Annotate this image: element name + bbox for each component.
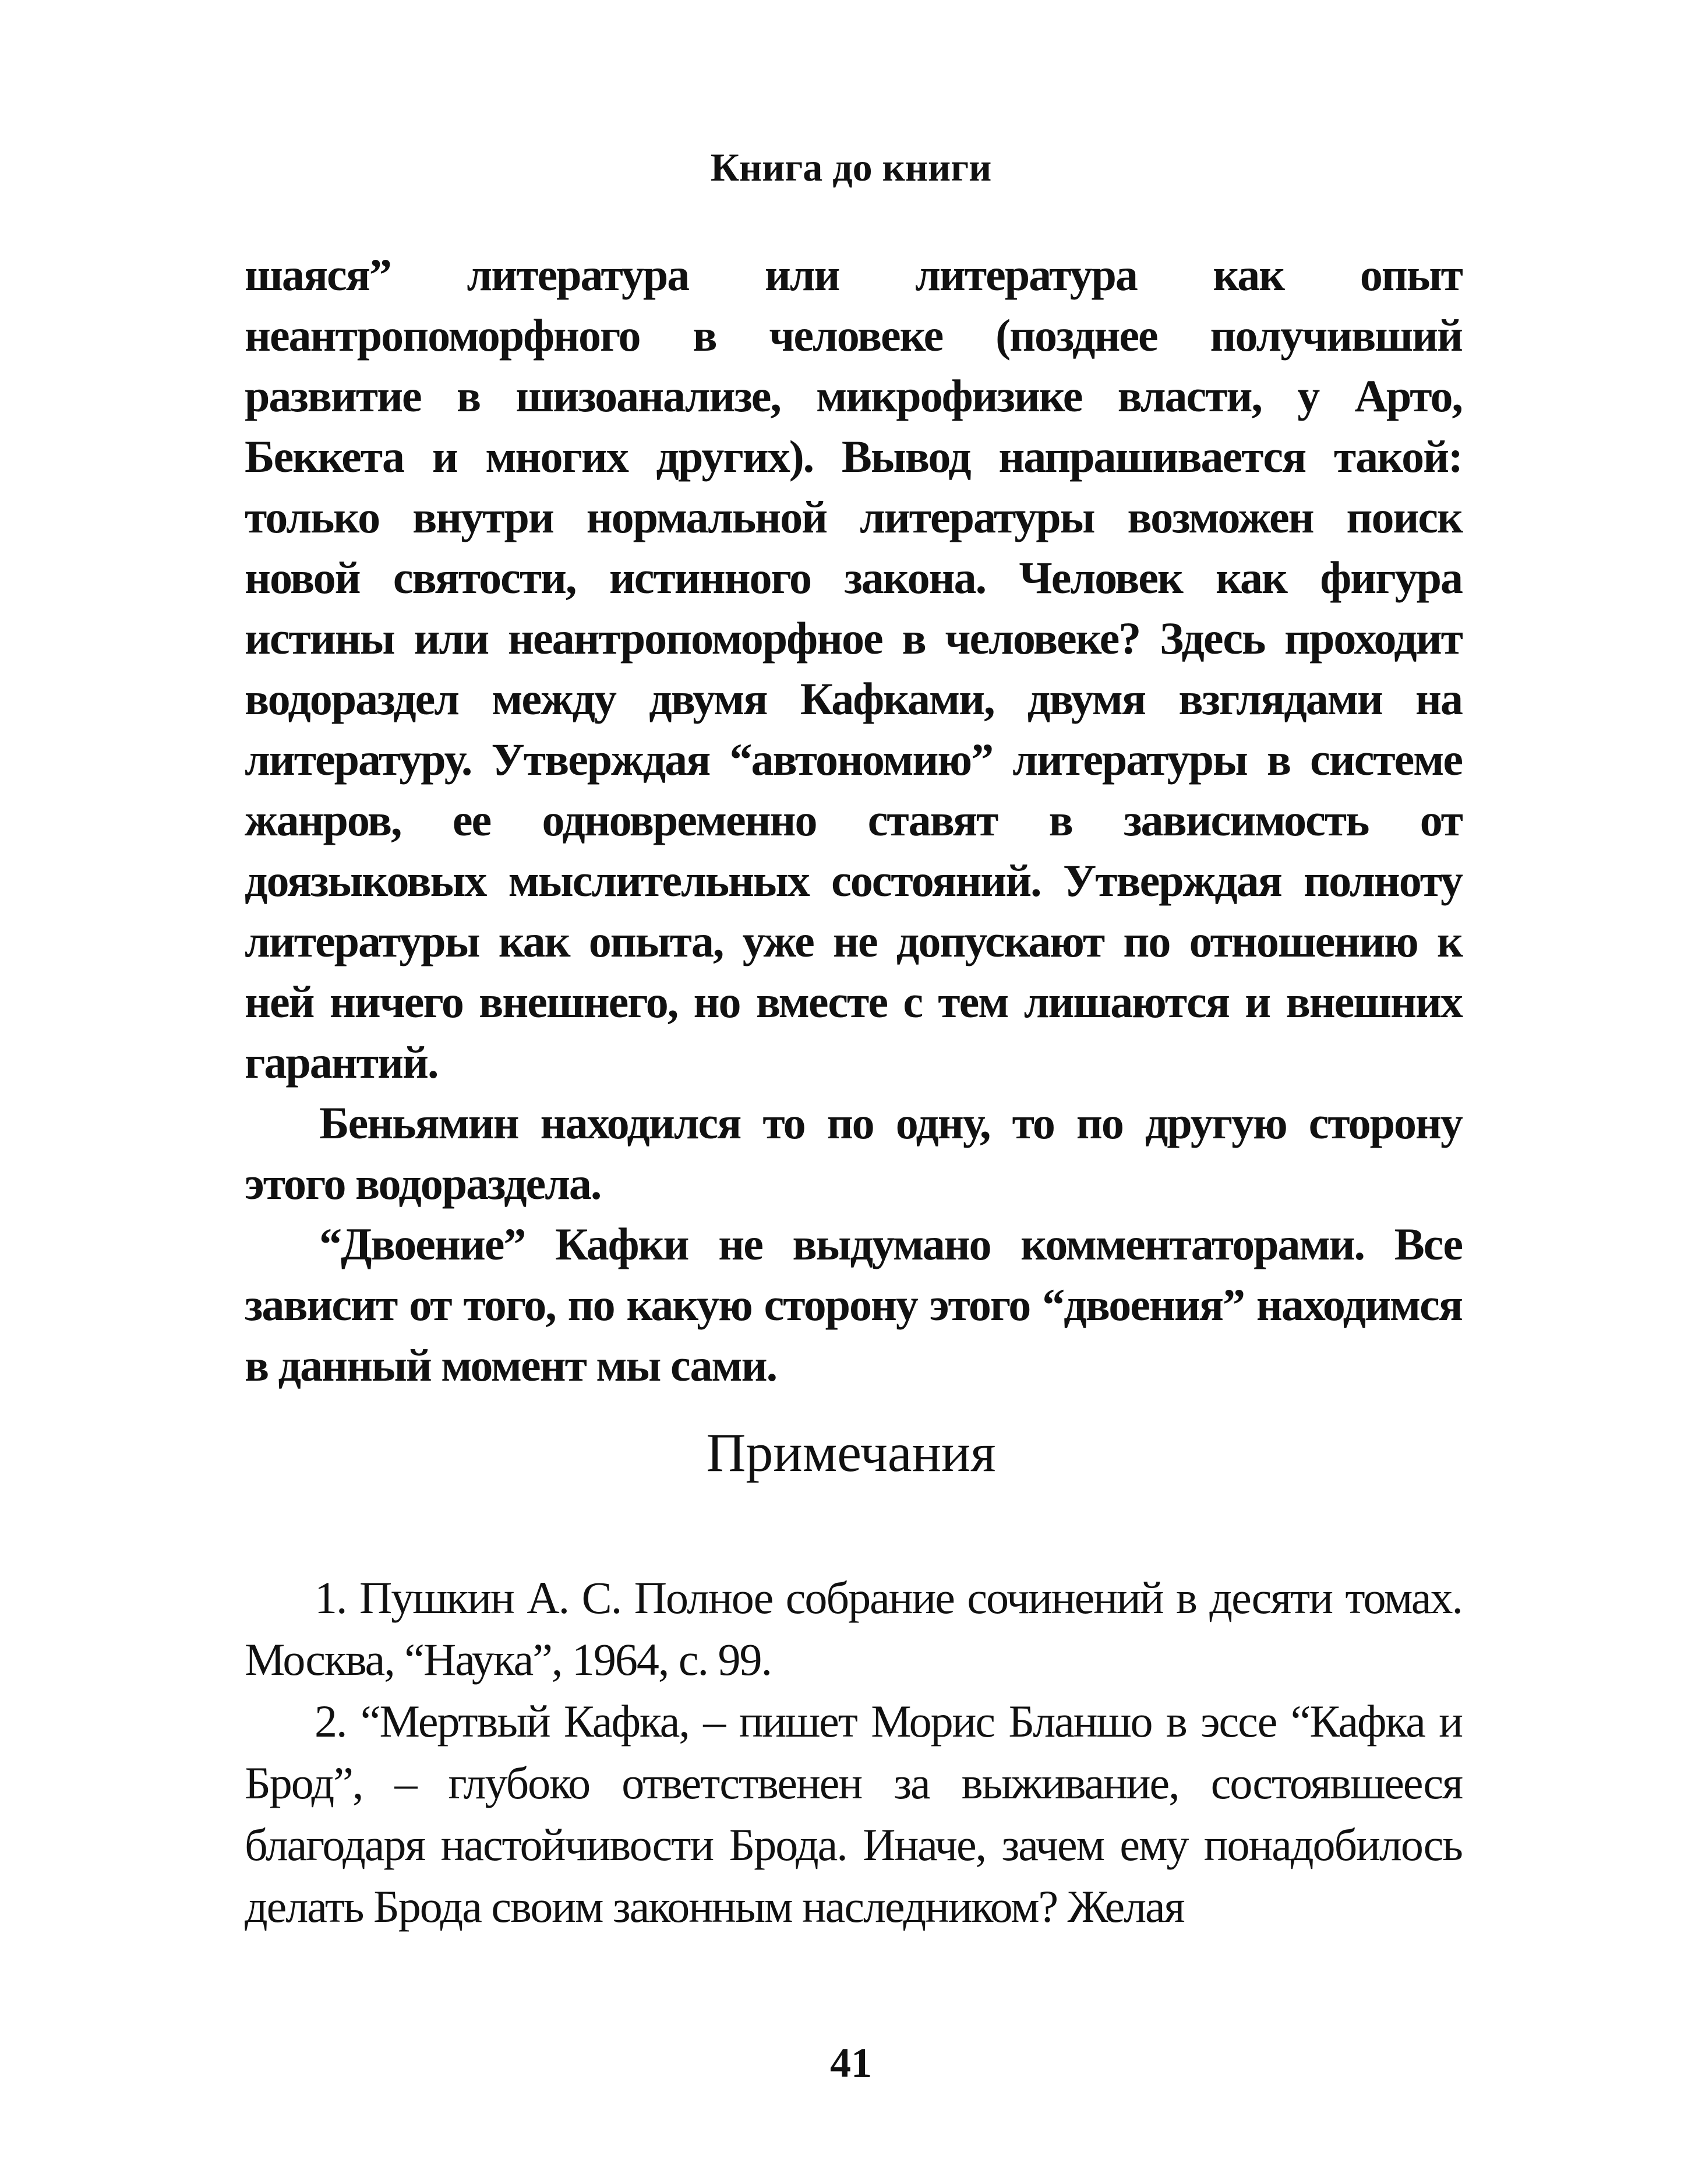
running-head: Книга до книги xyxy=(710,145,992,189)
body-paragraph: шаяся” литература или литература как опыт неантропоморфного в человеке (позднее получивший развитие в шизоанализе, микрофизике власти, у Арто, Беккета и многих других). Вывод напрашивается такой: только внутри нормальной литературы возможен поиск новой святости, истинного закона. Человек как фигура истины или неантропоморфное в человеке? Здесь проходит водораздел между двумя Кафками, двумя взглядами на литературу. Утверждая “автономию” литературы в системе жанров, ее одновременно ставят в зависимость от доязыковых мыслительных состояний. Утверждая полноту литературы как опыта, уже не допускают по отношению к ней ничего внешнего, но вместе с тем лишаются и внешних гарантий. xyxy=(245,249,1462,1088)
body-paragraph: Беньямин находился то по одну, то по другую сторону этого водораздела. xyxy=(245,1098,1462,1209)
body-text xyxy=(245,245,1462,1396)
note-item: 2. “Мертвый Кафка, – пишет Морис Бланшо в эссе “Кафка и Брод”, – глубоко ответственен за выживание, состоявшееся благодаря настойчивости Брода. Иначе, зачем ему понадобилось делать Брода своим законным наследником? Желая xyxy=(245,1696,1462,1932)
page-number: 41 xyxy=(830,2040,872,2086)
note-item: 1. Пушкин А. С. Полное собрание сочинений в десяти томах. Москва, “Наука”, 1964, с. 99. xyxy=(245,1572,1462,1685)
notes-list xyxy=(245,1567,1462,1938)
body-paragraph: “Двоение” Кафки не выдумано комментаторами. Все зависит от того, по какую сторону этого “двоения” находимся в данный момент мы сами. xyxy=(245,1219,1462,1391)
notes-heading: Примечания xyxy=(706,1423,996,1483)
